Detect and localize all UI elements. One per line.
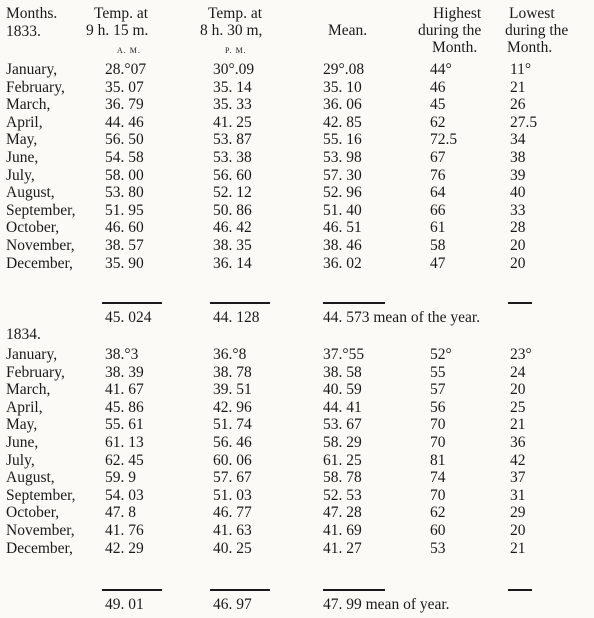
cell-lowest: 31 [510,486,526,504]
cell-temp-am: 54. 03 [105,486,144,504]
cell-highest: 57 [430,381,446,399]
cell-highest: 47 [430,254,446,272]
cell-lowest: 28 [510,219,526,237]
cell-month: February, [6,363,65,381]
cell-temp-pm: 40. 25 [213,539,252,557]
cell-temp-pm: 51. 74 [213,416,252,434]
cell-lowest: 36 [510,434,526,451]
cell-mean: 41. 69 [323,522,362,539]
cell-temp-am: 54. 58 [105,149,144,166]
header-temp-pm-line1: Temp. at [208,5,263,22]
cell-highest: 52° [430,346,452,363]
cell-temp-am: 41. 76 [105,522,144,539]
cell-month: March, [6,96,51,114]
cell-temp-am: 47. 8 [105,504,136,522]
cell-temp-pm: 36. 14 [213,254,252,272]
cell-lowest: 20 [510,381,526,399]
cell-temp-pm: 52. 12 [213,184,252,202]
cell-temp-pm: 51. 03 [213,486,252,504]
cell-temp-pm: 57. 67 [213,469,252,487]
cell-lowest: 20 [510,522,526,539]
cell-lowest: 20 [510,254,526,272]
cell-lowest: 11° [510,61,532,78]
cell-temp-am: 41. 67 [105,381,144,399]
cell-mean: 41. 27 [323,539,362,557]
cell-mean: 52. 96 [323,184,362,202]
total-rule [210,589,270,591]
total-temp-pm: 46. 97 [213,596,252,613]
header-temp-pm-sub: P. M. [225,46,247,55]
cell-temp-pm: 30°.09 [213,61,255,78]
total-rule [102,302,162,304]
cell-highest: 72.5 [430,131,458,149]
cell-mean: 36. 06 [323,96,362,114]
cell-highest: 58 [430,237,446,254]
cell-lowest: 25 [510,398,526,416]
cell-lowest: 34 [510,131,526,149]
cell-temp-pm: 42. 96 [213,398,252,416]
cell-temp-pm: 41. 63 [213,522,252,539]
header-highest-line2: during the [418,22,482,39]
cell-temp-pm: 46. 42 [213,219,252,237]
cell-temp-pm: 60. 06 [213,451,252,469]
cell-temp-am: 35. 90 [105,254,144,272]
cell-lowest: 40 [510,184,526,202]
total-rule [323,589,385,591]
cell-temp-am: 38.°3 [105,346,139,363]
cell-month: September, [6,486,76,504]
cell-month: December, [6,254,73,272]
cell-temp-am: 36. 79 [105,96,144,114]
cell-highest: 60 [430,522,446,539]
cell-highest: 46 [430,78,446,96]
cell-temp-am: 55. 61 [105,416,144,434]
total-temp-am: 49. 01 [105,596,144,613]
cell-mean: 38. 58 [323,363,362,381]
cell-temp-pm: 56. 46 [213,434,252,451]
cell-lowest: 38 [510,149,526,166]
cell-highest: 70 [430,416,446,434]
cell-month: February, [6,78,65,96]
cell-month: September, [6,201,76,219]
cell-temp-am: 35. 07 [105,78,144,96]
cell-temp-am: 38. 39 [105,363,144,381]
total-mean-of-year: 47. 99 mean of year. [323,596,450,613]
header-lowest-line3: Month. [507,39,553,56]
header-temp-am-sub: A. M. [117,46,141,55]
cell-mean: 38. 46 [323,237,362,254]
cell-temp-pm: 39. 51 [213,381,252,399]
cell-mean: 40. 59 [323,381,362,399]
header-lowest-line1: Lowest [509,5,555,22]
cell-temp-am: 56. 50 [105,131,144,149]
cell-month: December, [6,539,73,557]
cell-mean: 52. 53 [323,486,362,504]
year-label-1833: 1833. [6,23,41,40]
year-label-1834: 1834. [6,326,41,343]
cell-mean: 55. 16 [323,131,362,149]
cell-month: March, [6,381,51,399]
cell-mean: 37.°55 [323,346,365,363]
cell-temp-pm: 38. 35 [213,237,252,254]
cell-mean: 35. 10 [323,78,362,96]
cell-temp-pm: 38. 78 [213,363,252,381]
cell-month: July, [6,451,35,469]
total-rule [210,302,270,304]
cell-highest: 53 [430,539,446,557]
cell-month: January, [6,61,58,78]
cell-mean: 53. 67 [323,416,362,434]
cell-temp-am: 53. 80 [105,184,144,202]
cell-temp-am: 42. 29 [105,539,144,557]
total-mean-of-year: 44. 573 mean of the year. [323,309,481,326]
cell-temp-am: 38. 57 [105,237,144,254]
cell-temp-am: 59. 9 [105,469,136,487]
cell-month: May, [6,416,38,434]
cell-highest: 62 [430,113,446,131]
header-lowest-line2: during the [505,22,569,39]
cell-mean: 36. 02 [323,254,362,272]
cell-lowest: 29 [510,504,526,522]
cell-temp-am: 45. 86 [105,398,144,416]
cell-mean: 47. 28 [323,504,362,522]
cell-month: October, [6,219,60,237]
cell-mean: 51. 40 [323,201,362,219]
cell-temp-pm: 53. 38 [213,149,252,166]
total-rule [323,302,385,304]
cell-mean: 46. 51 [323,219,362,237]
cell-lowest: 20 [510,237,526,254]
cell-month: November, [6,522,75,539]
cell-temp-am: 58. 00 [105,166,144,184]
cell-temp-am: 46. 60 [105,219,144,237]
cell-month: August, [6,184,55,202]
cell-temp-pm: 35. 33 [213,96,252,114]
cell-temp-pm: 50. 86 [213,201,252,219]
cell-temp-am: 61. 13 [105,434,144,451]
cell-month: July, [6,166,35,184]
cell-mean: 44. 41 [323,398,362,416]
cell-month: June, [6,434,39,451]
total-temp-am: 45. 024 [105,309,152,326]
cell-highest: 44° [430,61,452,78]
cell-month: October, [6,504,60,522]
cell-highest: 81 [430,451,446,469]
cell-highest: 56 [430,398,446,416]
cell-mean: 42. 85 [323,113,362,131]
total-rule [102,589,162,591]
cell-month: May, [6,131,38,149]
cell-lowest: 37 [510,469,526,487]
cell-lowest: 39 [510,166,526,184]
cell-temp-pm: 35. 14 [213,78,252,96]
cell-temp-pm: 46. 77 [213,504,252,522]
cell-lowest: 27.5 [510,113,538,131]
cell-month: January, [6,346,58,363]
cell-temp-am: 44. 46 [105,113,144,131]
cell-lowest: 21 [510,539,526,557]
total-rule [508,302,532,304]
cell-lowest: 21 [510,78,526,96]
cell-mean: 58. 29 [323,434,362,451]
cell-mean: 58. 78 [323,469,362,487]
cell-temp-pm: 36.°8 [213,346,247,363]
header-temp-pm-line2: 8 h. 30 m, [200,22,263,39]
cell-month: November, [6,237,75,254]
cell-highest: 64 [430,184,446,202]
cell-mean: 53. 98 [323,149,362,166]
cell-highest: 61 [430,219,446,237]
cell-mean: 61. 25 [323,451,362,469]
header-mean: Mean. [328,22,368,39]
cell-lowest: 21 [510,416,526,434]
header-temp-am-line2: 9 h. 15 m. [86,22,149,39]
cell-lowest: 42 [510,451,526,469]
cell-highest: 62 [430,504,446,522]
cell-lowest: 24 [510,363,526,381]
cell-highest: 55 [430,363,446,381]
cell-temp-pm: 41. 25 [213,113,252,131]
cell-temp-am: 28.°07 [105,61,147,78]
total-rule [508,589,532,591]
cell-lowest: 33 [510,201,526,219]
cell-mean: 57. 30 [323,166,362,184]
cell-highest: 67 [430,149,446,166]
cell-highest: 74 [430,469,446,487]
header-months: Months. [6,5,58,22]
header-highest-line1: Highest [433,5,482,22]
cell-lowest: 26 [510,96,526,114]
cell-temp-am: 51. 95 [105,201,144,219]
cell-highest: 70 [430,434,446,451]
cell-mean: 29°.08 [323,61,365,78]
cell-month: August, [6,469,55,487]
cell-month: June, [6,149,39,166]
cell-month: April, [6,113,43,131]
header-highest-line3: Month. [432,39,478,56]
header-temp-am-line1: Temp. at [94,5,149,22]
cell-temp-am: 62. 45 [105,451,144,469]
cell-temp-pm: 56. 60 [213,166,252,184]
cell-lowest: 23° [510,346,532,363]
cell-month: April, [6,398,43,416]
total-temp-pm: 44. 128 [213,309,260,326]
cell-highest: 76 [430,166,446,184]
cell-highest: 70 [430,486,446,504]
cell-highest: 45 [430,96,446,114]
cell-temp-pm: 53. 87 [213,131,252,149]
cell-highest: 66 [430,201,446,219]
